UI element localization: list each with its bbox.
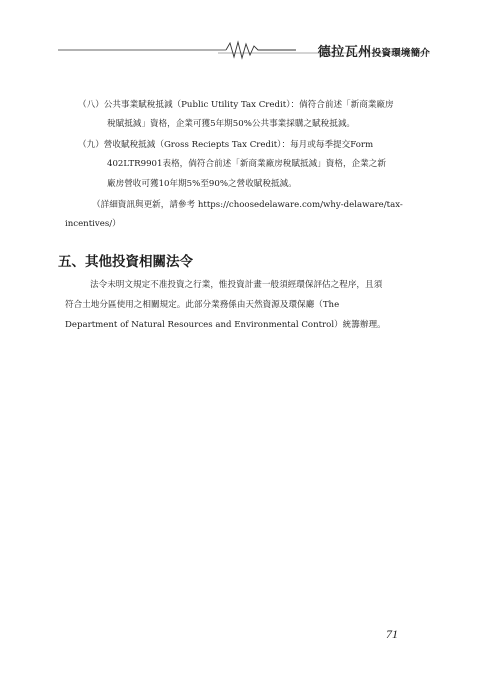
page-number: 71 [386, 627, 398, 641]
item-9-line-1: （九）營收賦稅抵減（Gross Reciepts Tax Credit）：每月或每季提交Form [78, 140, 374, 150]
reference-line-2: incentives/） [65, 219, 121, 229]
item-9-line-3: 廠房營收可獲10年期5%至90%之營收賦稅抵減。 [107, 179, 297, 189]
reference-line-1: （詳細資訊與更新，請參考 https://choosedelaware.com/why-delaware/tax- [92, 200, 403, 210]
section-para-line-2: 符合土地分區使用之相關規定。此部分業務係由天然資源及環保廳（The [65, 300, 340, 310]
header-title [318, 41, 430, 60]
header-title-main: 德拉瓦州 [317, 45, 372, 60]
item-8-line-2: 稅賦抵減」資格，企業可獲5年期50%公共事業採購之賦稅抵減。 [107, 119, 356, 129]
section-para-line-3: Department of Natural Resources and Environmental Control）統籌辦理。 [65, 320, 386, 330]
section-para-line-1: 法令未明文規定不准投資之行業，惟投資計畫一般須經環保評估之程序，且須 [90, 280, 383, 290]
header-title-sub: 投資環境簡介 [371, 48, 430, 59]
item-8-line-1: （八）公共事業賦稅抵減（Public Utility Tax Credit）：倘符合前述「新商業廠房 [78, 100, 394, 110]
running-header [58, 38, 430, 60]
item-9-line-2: 402LTR9901表格，倘符合前述「新商業廠房稅賦抵減」資格，企業之新 [107, 159, 386, 169]
section-heading: 五、其他投資相關法令 [58, 254, 193, 270]
